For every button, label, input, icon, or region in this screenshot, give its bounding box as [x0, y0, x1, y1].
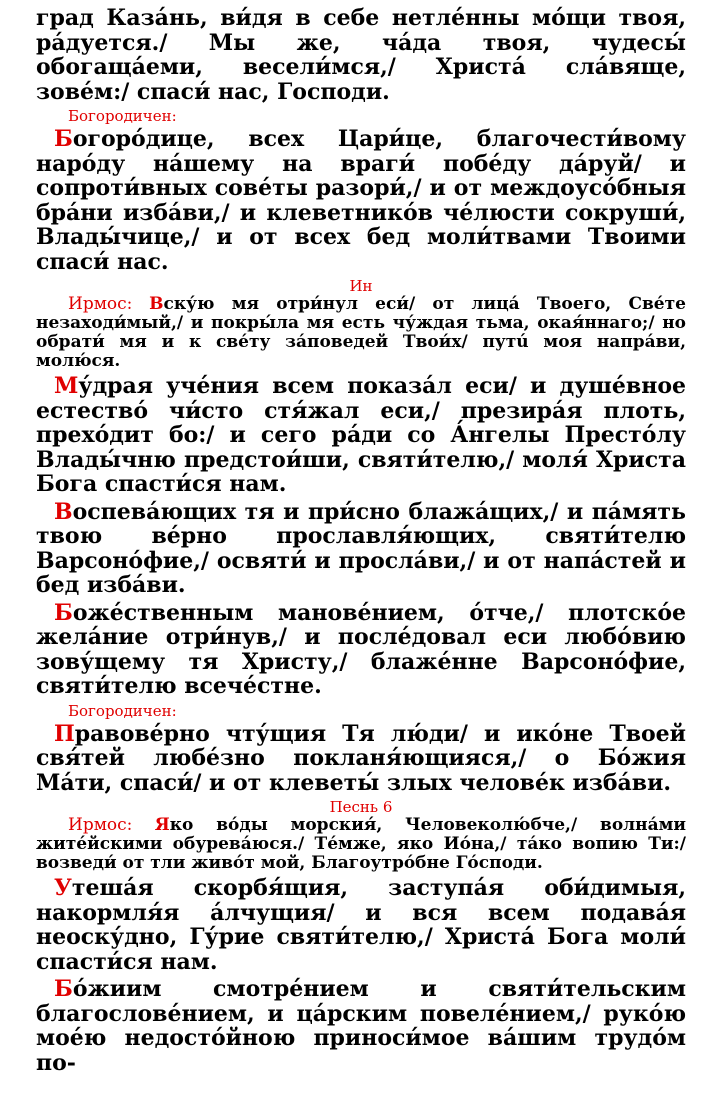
page-text — [36, 6, 686, 1078]
paragraph-text: огоро́дице, всех Цари́це, благочести́вому наро́ду на́шему на враги́ побе́ду да́руй/ и сопроти́вных сове́ты разори́,/ и от междоусо́бныя бра́ни изба́ви,/ и клеветнико́в че́люсти сокруши́, Влады́чице,/ и от всех бед моли́твами Твоими спаси́ нас. — [36, 126, 686, 275]
heading-in: Ин — [349, 277, 373, 295]
paragraph-text: о́жиим смотре́нием и святи́тельским благослове́нием, и ца́рским повеле́нием,/ руко́ю мое́ю недосто́йною приноси́мое ва́шим трудо́м по- — [36, 976, 686, 1076]
paragraph-2 — [36, 127, 686, 274]
paragraph-4 — [36, 500, 686, 598]
drop-letter: Б — [54, 126, 73, 152]
paragraph-6 — [36, 722, 686, 796]
paragraph-7 — [36, 876, 686, 974]
irmos-text: ко во́ды морския́, Человеколю́бче,/ волна́ми жите́йскими обурева́юся./ Те́мже, яко Ио́на,/ та́ко вопию Ти:/ возведи́ от тли живо́т мой, Благоутро́бне Го́споди. — [36, 815, 686, 873]
irmos-label: Ирмос: — [68, 294, 150, 314]
drop-letter: П — [54, 720, 75, 747]
paragraph-5 — [36, 601, 686, 699]
label-bogorodichen-2: Богородичен: — [68, 701, 177, 720]
label-bogorodichen: Богородичен: — [68, 107, 177, 125]
heading-pesn-6: Песнь 6 — [329, 798, 393, 816]
paragraph-1 — [36, 6, 686, 104]
drop-letter: У — [54, 875, 72, 901]
paragraph-text: у́драя уче́ния всем показа́л еси/ и душе́вное естество́ чи́сто стя́жал еси,/ презира́я плоть, прехо́дит бо:/ и сего ра́ди со А́нгелы Престо́лу Влады́чню предстои́ши, святи́телю,/ моля́ Христа Бога спасти́ся нам. — [36, 373, 686, 497]
paragraph-text: равове́рно чту́щия Тя лю́ди/ и ико́не Твоей свя́тей любе́зно покланя́ющияся,/ о Бо́жия Ма́ти, спаси́/ и от клеветы́ злых челове́к изба́ви. — [36, 720, 686, 796]
drop-letter: М — [54, 373, 79, 399]
drop-letter: В — [149, 294, 164, 314]
irmos-1 — [36, 295, 686, 371]
drop-letter: Я — [154, 815, 170, 835]
drop-letter: В — [54, 498, 73, 525]
irmos-text: ску́ю мя отри́нул еси́/ от лица́ Твоего, Све́те незаходи́мый,/ и покры́ла мя есть чу́ждая тьма, окая́ннаго;/ но обрати́ мя и к све́ту за́поведей Твои́х/ путú моя напра́ви, молю́ся. — [36, 294, 686, 371]
irmos-label: Ирмос: — [68, 815, 155, 835]
paragraph-text: оспева́ющих тя и при́сно блажа́щих,/ и па́мять твою ве́рно прославля́ющих, святи́телю Варсоно́фие,/ освяти́ и просла́ви,/ и от напа́стей и бед изба́ви. — [36, 498, 686, 598]
drop-letter: Б — [54, 976, 73, 1002]
paragraph-text: град Каза́нь, ви́дя в себе нетле́нны мо́щи твоя, ра́дуется./ Мы же, ча́да твоя, чудесы́ обогаща́еми, весели́мся,/ Христа́ сла́вяще, зове́м:/ спаси́ нас, Господи. — [36, 5, 686, 105]
paragraph-8 — [36, 977, 686, 1075]
irmos-2 — [36, 816, 686, 873]
paragraph-text: теша́я скорбя́щия, заступа́я оби́димыя, накормля́я а́лчущия/ и вся всем подава́я неоску́дно, Гу́рие святи́телю,/ Христа́ Бога моли́ спасти́ся нам. — [36, 875, 686, 975]
paragraph-text: оже́ственным манове́нием, о́тче,/ плотско́е жела́ние отри́нув,/ и после́довал еси любо́вию зову́щему тя Христу,/ блаже́нне Варсоно́фие, святи́телю всече́стне. — [36, 599, 686, 699]
paragraph-3 — [36, 374, 686, 497]
drop-letter: Б — [54, 599, 73, 626]
